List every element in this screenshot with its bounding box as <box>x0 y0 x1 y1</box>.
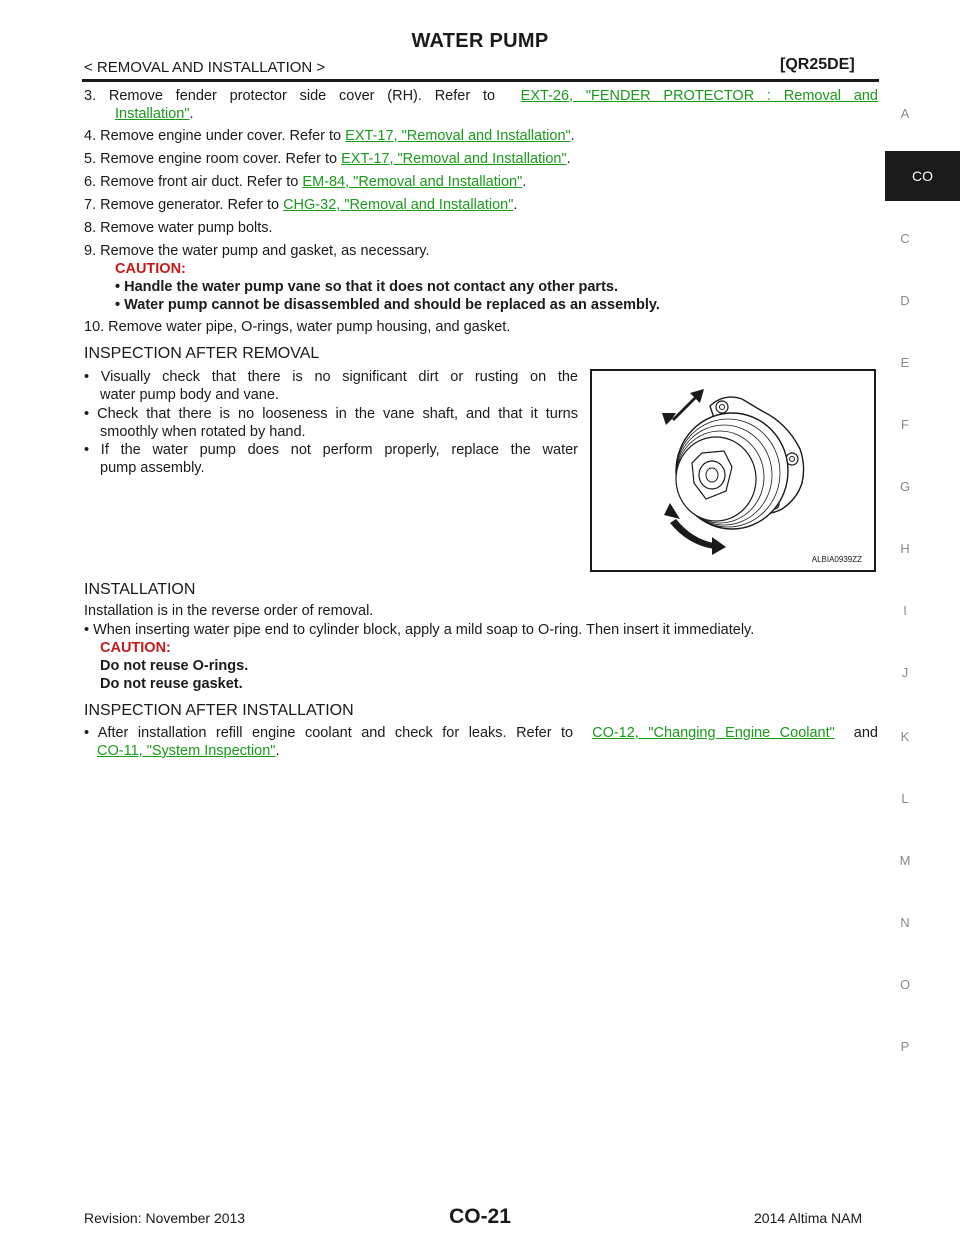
step-3-link-cont[interactable]: Installation" <box>115 106 190 122</box>
step-6-link[interactable]: EM-84, "Removal and Installation" <box>302 174 523 190</box>
step-3-text: 3. Remove fender protector side cover (RH). Refer to <box>84 88 496 104</box>
side-index-c[interactable]: C <box>900 231 910 246</box>
water-pump-illustration <box>592 371 874 570</box>
step-3 <box>84 87 878 105</box>
step-9-caution-2: • Water pump cannot be disassembled and should be replaced as an assembly. <box>115 297 660 313</box>
step-8: 8. Remove water pump bolts. <box>84 220 273 236</box>
side-index-j[interactable]: J <box>901 665 909 680</box>
installation-bullet: • When inserting water pipe end to cylinder block, apply a mild soap to O-ring. Then insert it immediately. <box>84 622 755 638</box>
side-index-k[interactable]: K <box>900 729 910 744</box>
step-4-text: 4. Remove engine under cover. Refer to <box>84 128 346 144</box>
side-index-m[interactable]: M <box>899 853 911 868</box>
page-title: WATER PUMP <box>411 30 549 52</box>
iai-bullet <box>84 724 878 742</box>
step-7-link[interactable]: CHG-32, "Removal and Installation" <box>283 197 514 213</box>
installation-caution-2: Do not reuse gasket. <box>100 676 243 692</box>
side-tab-co[interactable] <box>885 151 960 201</box>
side-index-e[interactable]: E <box>900 355 910 370</box>
side-index-h[interactable]: H <box>900 541 910 556</box>
water-pump-figure <box>590 369 876 572</box>
iar-bullet-3: • If the water pump does not perform properly, replace the water <box>84 442 578 458</box>
step-5-text: 5. Remove engine room cover. Refer to <box>84 151 342 167</box>
step-4: 4. Remove engine under cover. Refer to EXT-17, "Removal and Installation". <box>84 128 575 144</box>
step-6: 6. Remove front air duct. Refer to EM-84, "Removal and Installation". <box>84 174 527 190</box>
iar-bullet-1-cont: water pump body and vane. <box>100 387 279 403</box>
iar-bullet-1: • Visually check that there is no significant dirt or rusting on the <box>84 369 578 385</box>
iai-cont: CO-11, "System Inspection". <box>97 743 280 759</box>
iar-bullet-2-cont: smoothly when rotated by hand. <box>100 424 306 440</box>
step-7: 7. Remove generator. Refer to CHG-32, "Removal and Installation". <box>84 197 518 213</box>
installation-intro: Installation is in the reverse order of removal. <box>84 603 374 619</box>
step-9: 9. Remove the water pump and gasket, as necessary. <box>84 243 430 259</box>
side-index-l[interactable]: L <box>901 791 909 806</box>
iar-bullet-2: • Check that there is no looseness in the vane shaft, and that it turns <box>84 406 578 422</box>
iai-text: • After installation refill engine coolant and check for leaks. Refer to <box>84 725 574 741</box>
step-5-link[interactable]: EXT-17, "Removal and Installation" <box>341 151 567 167</box>
side-index-i[interactable]: I <box>903 603 907 618</box>
heading-inspection-after-removal: INSPECTION AFTER REMOVAL <box>84 345 320 362</box>
iar-bullet-3-cont: pump assembly. <box>100 460 205 476</box>
step-4-link[interactable]: EXT-17, "Removal and Installation" <box>345 128 571 144</box>
figure-code: ALBIA0939ZZ <box>811 555 862 564</box>
step-7-text: 7. Remove generator. Refer to <box>84 197 284 213</box>
iai-link-changing-coolant[interactable]: CO-12, "Changing Engine Coolant" <box>592 725 835 741</box>
side-index-a[interactable]: A <box>900 106 910 121</box>
side-index-d[interactable]: D <box>900 293 910 308</box>
step-5: 5. Remove engine room cover. Refer to EXT-17, "Removal and Installation". <box>84 151 571 167</box>
heading-inspection-after-installation: INSPECTION AFTER INSTALLATION <box>84 702 354 719</box>
footer-revision: Revision: November 2013 <box>84 1210 246 1226</box>
side-tab-label: CO <box>912 168 933 184</box>
step-10: 10. Remove water pipe, O-rings, water pump housing, and gasket. <box>84 319 511 335</box>
direction-arrow-top <box>662 389 704 425</box>
side-index-p[interactable]: P <box>900 1039 910 1054</box>
iai-and: and <box>853 725 878 741</box>
side-index-f[interactable]: F <box>901 417 909 432</box>
side-index-o[interactable]: O <box>899 977 911 992</box>
side-index-n[interactable]: N <box>900 915 910 930</box>
header-rule <box>82 79 879 82</box>
heading-installation: INSTALLATION <box>84 581 196 598</box>
section-label: < REMOVAL AND INSTALLATION > <box>84 59 326 76</box>
step-3-link[interactable]: EXT-26, "FENDER PROTECTOR : Removal and <box>520 88 878 104</box>
footer-vehicle: 2014 Altima NAM <box>754 1210 863 1226</box>
step-3-cont: Installation". <box>115 106 194 122</box>
step-9-caution-1: • Handle the water pump vane so that it does not contact any other parts. <box>115 279 618 295</box>
side-index-g[interactable]: G <box>899 479 911 494</box>
step-9-caution: CAUTION: <box>115 261 186 277</box>
installation-caution: CAUTION: <box>100 640 171 656</box>
step-6-text: 6. Remove front air duct. Refer to <box>84 174 303 190</box>
installation-caution-1: Do not reuse O-rings. <box>100 658 249 674</box>
page-number: CO-21 <box>449 1205 511 1228</box>
iai-link-system-inspection[interactable]: CO-11, "System Inspection" <box>97 743 276 759</box>
model-code: [QR25DE] <box>780 56 855 73</box>
